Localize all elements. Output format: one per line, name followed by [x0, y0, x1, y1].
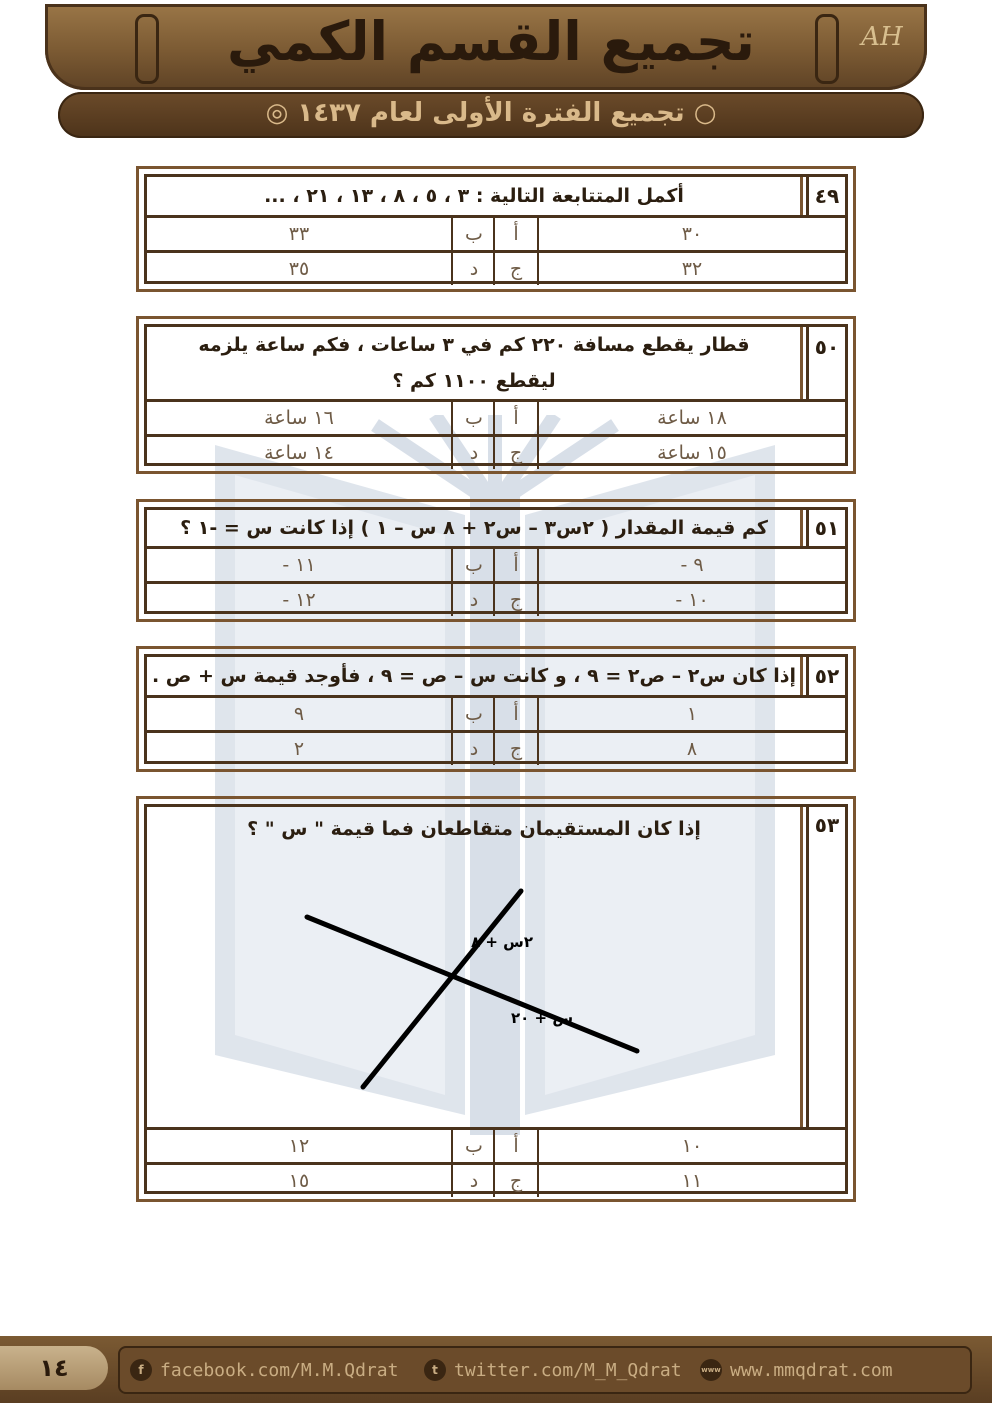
subtitle-banner [58, 92, 924, 138]
facebook-icon: f [130, 1359, 152, 1381]
option-a-value[interactable]: ١ [686, 703, 698, 725]
option-b-label: ب [451, 549, 495, 581]
question-frame [144, 654, 848, 764]
twitter-text: twitter.com/M_M_Qdrat [454, 1359, 682, 1381]
option-a-label: أ [493, 549, 539, 581]
ornament-right [815, 14, 839, 84]
option-c-value[interactable]: ١١ [681, 1170, 703, 1192]
option-d-label: د [451, 253, 495, 285]
option-d-label: د [451, 733, 495, 765]
question-text: قطار يقطع مسافة ٢٢٠ كم في ٣ ساعات ، فكم ساعة يلزمه ليقطع ١١٠٠ كم ؟ [198, 334, 750, 392]
option-d-value[interactable]: ١٥ [288, 1170, 310, 1192]
option-b-label: ب [451, 402, 495, 434]
option-a-label: أ [493, 1130, 539, 1162]
option-b-value[interactable]: ١٢ [288, 1135, 310, 1157]
question-number: ٥١ [806, 510, 845, 546]
social-links [118, 1346, 972, 1394]
question-card-52 [136, 646, 856, 772]
option-c-label: ج [493, 437, 539, 469]
option-d-label: د [451, 584, 495, 616]
option-c-value[interactable]: ١٥ ساعة [657, 442, 727, 464]
question-text: أكمل المتتابعة التالية : ٣ ، ٥ ، ٨ ، ١٣ ، ٢١ ، ... [264, 185, 684, 207]
option-b-label: ب [451, 1130, 495, 1162]
option-d-label: د [451, 437, 495, 469]
question-number: ٤٩ [806, 177, 845, 215]
page-number: ١٤ [0, 1346, 108, 1390]
option-a-value[interactable]: ١٨ ساعة [657, 407, 727, 429]
option-a-label: أ [493, 402, 539, 434]
option-c-value[interactable]: - ١٠ [675, 589, 709, 611]
globe-icon: www [700, 1359, 722, 1381]
option-row [147, 730, 845, 765]
question-card-50 [136, 316, 856, 474]
question-text: كم قيمة المقدار ( ٢س٣ – س٢ + ٨ س – ١ ) إذا كانت س = -١ ؟ [180, 517, 768, 539]
question-frame [144, 174, 848, 284]
ornament-left [135, 14, 159, 84]
twitter-icon: t [424, 1359, 446, 1381]
option-b-value[interactable]: ١٦ ساعة [264, 407, 334, 429]
option-row [147, 399, 845, 434]
logo: AH [861, 22, 903, 52]
option-row [147, 581, 845, 616]
question-frame [144, 804, 848, 1194]
option-d-value[interactable]: ٣٥ [288, 258, 310, 280]
option-row [147, 434, 845, 469]
option-c-label: ج [493, 253, 539, 285]
header-banner [45, 4, 927, 90]
question-card-49 [136, 166, 856, 292]
option-c-value[interactable]: ٨ [686, 738, 698, 760]
option-d-value[interactable]: ١٤ ساعة [264, 442, 334, 464]
option-b-label: ب [451, 698, 495, 730]
question-frame [144, 324, 848, 466]
question-text: إذا كان المستقيمان متقاطعان فما قيمة " س " ؟ [247, 818, 701, 840]
page-subtitle: ○ تجميع الفترة الأولى لعام ١٤٣٧ ◎ [265, 98, 717, 128]
question-text: إذا كان س٢ – ص٢ = ٩ ، و كانت س – ص = ٩ ، فأوجد قيمة س + ص . [151, 665, 797, 687]
question-card-53 [136, 796, 856, 1202]
option-c-label: ج [493, 1165, 539, 1197]
twitter-link[interactable] [424, 1348, 682, 1392]
option-b-value[interactable]: ٩ [293, 703, 305, 725]
option-c-value[interactable]: ٣٢ [681, 258, 703, 280]
option-row [147, 1162, 845, 1197]
option-c-label: ج [493, 733, 539, 765]
question-card-51 [136, 499, 856, 622]
question-frame [144, 507, 848, 614]
footer-bar [0, 1336, 992, 1403]
option-d-value[interactable]: ٢ [293, 738, 305, 760]
option-d-value[interactable]: - ١٢ [282, 589, 316, 611]
option-row [147, 215, 845, 250]
website-text: www.mmqdrat.com [730, 1359, 893, 1381]
question-number: ٥٠ [806, 327, 845, 399]
option-row [147, 695, 845, 730]
angle-label-top: ٢س + ٨ [471, 933, 534, 951]
option-row [147, 546, 845, 581]
intersecting-lines-figure [297, 887, 657, 1107]
option-b-label: ب [451, 218, 495, 250]
angle-label-bottom: س + ٢٠ [511, 1009, 574, 1027]
option-a-value[interactable]: ١٠ [681, 1135, 703, 1157]
question-number: ٥٣ [806, 807, 845, 1127]
website-link[interactable] [700, 1348, 893, 1392]
option-row [147, 250, 845, 285]
option-a-value[interactable]: ٣٠ [681, 223, 703, 245]
facebook-text: facebook.com/M.M.Qdrat [160, 1359, 399, 1381]
question-number: ٥٢ [806, 657, 845, 695]
line-two [363, 891, 521, 1087]
option-d-label: د [451, 1165, 495, 1197]
option-c-label: ج [493, 584, 539, 616]
facebook-link[interactable] [130, 1348, 398, 1392]
option-b-value[interactable]: ٣٣ [288, 223, 310, 245]
page-title: تجميع القسم الكمي [227, 10, 755, 73]
option-a-label: أ [493, 218, 539, 250]
option-a-label: أ [493, 698, 539, 730]
option-b-value[interactable]: - ١١ [282, 554, 316, 576]
option-row [147, 1127, 845, 1162]
option-a-value[interactable]: - ٩ [680, 554, 704, 576]
